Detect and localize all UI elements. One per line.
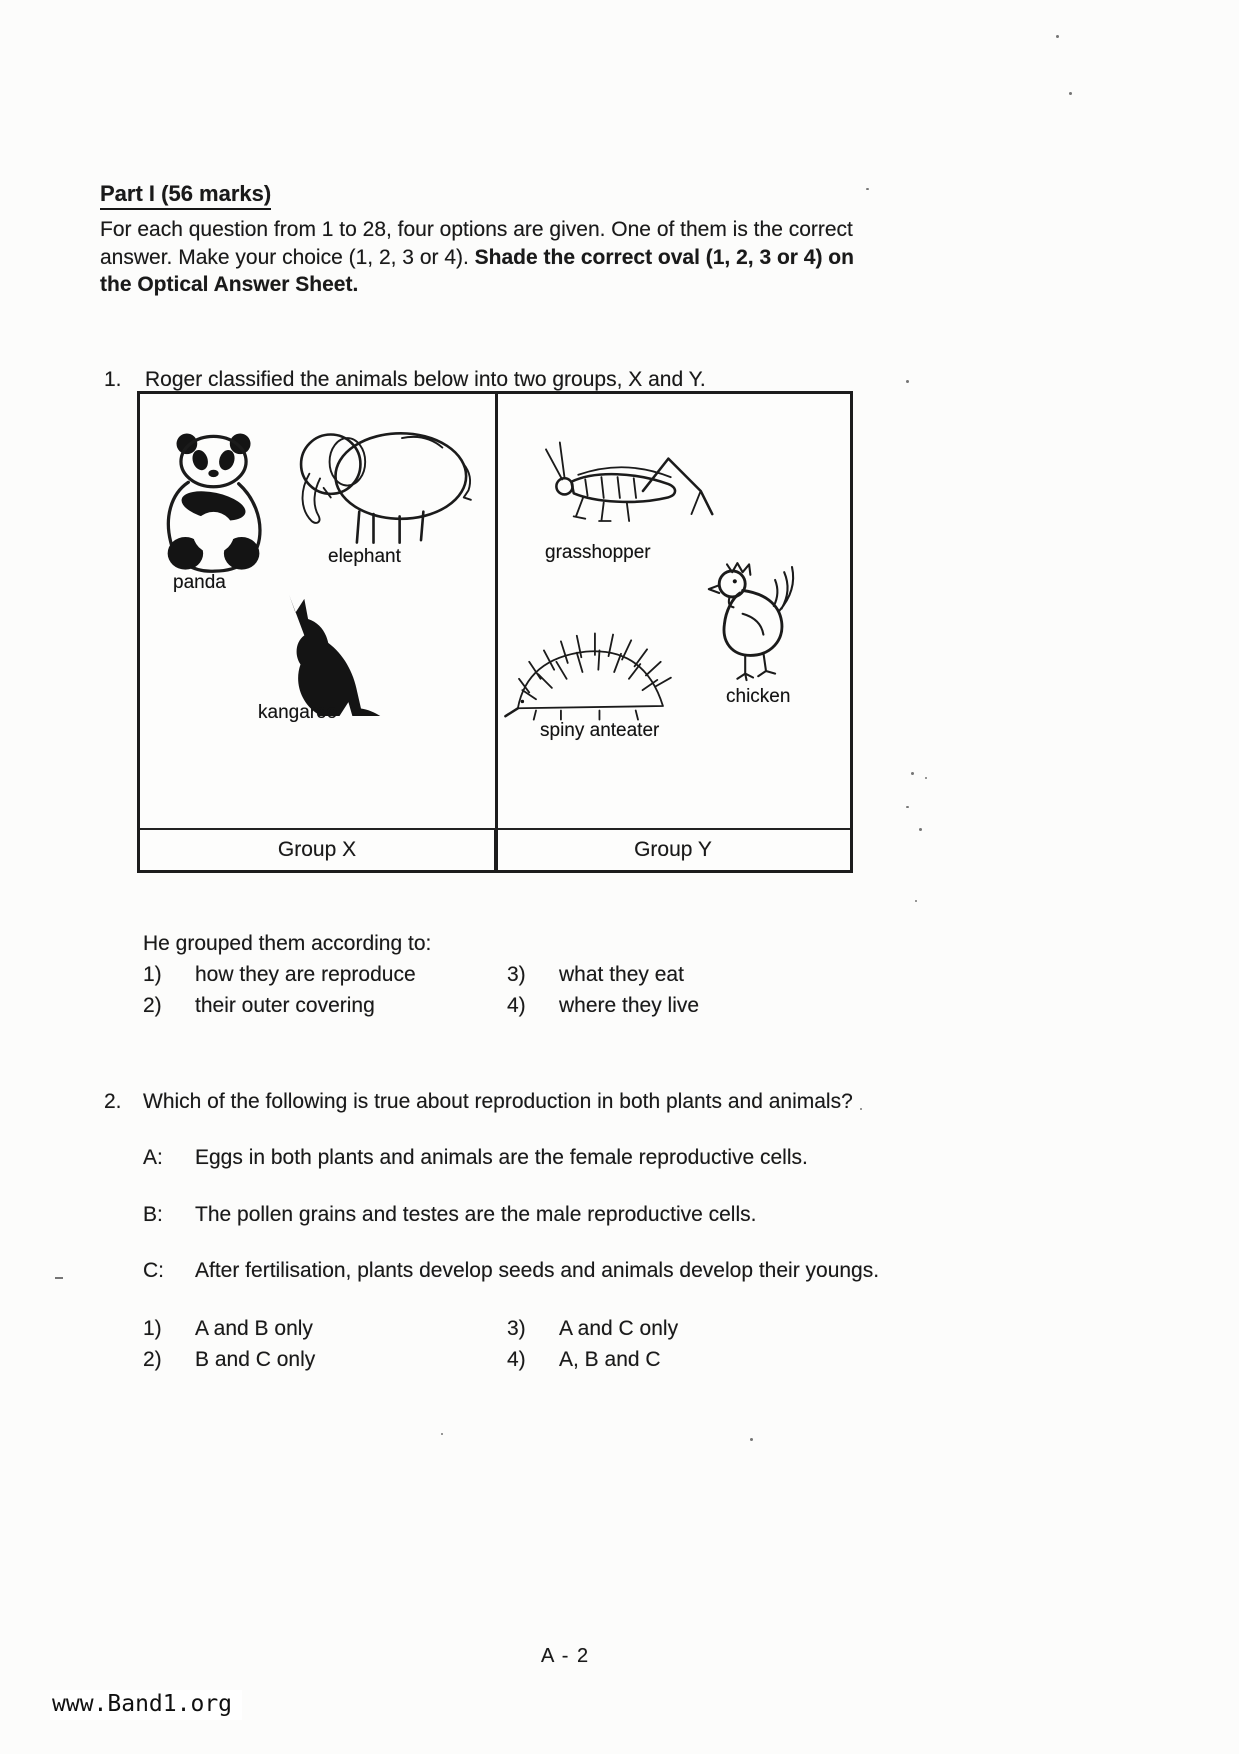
- instructions-line2-bold: Shade the correct oval (1, 2, 3 or 4) on: [474, 245, 854, 269]
- q2-option-2-label: B and C only: [195, 1348, 316, 1371]
- q2-option-3-num: 3): [507, 1317, 526, 1340]
- instructions-line2-normal: answer. Make your choice (1, 2, 3 or 4).: [100, 245, 475, 269]
- animal-classification-table: [137, 391, 853, 873]
- q1-option-2-label: their outer covering: [195, 994, 375, 1017]
- q1-option-2-num: 2): [143, 994, 162, 1017]
- scan-artifact: [906, 380, 909, 383]
- q2-option-1-label: A and B only: [195, 1317, 313, 1340]
- chicken-icon: [688, 554, 818, 684]
- question-1-number: 1.: [104, 368, 122, 391]
- q1-option-3-label: what they eat: [559, 963, 684, 986]
- panda-icon: [155, 429, 275, 577]
- question-2-number: 2.: [104, 1090, 122, 1113]
- kangaroo-label: kangaroo: [258, 702, 338, 723]
- q1-option-1-label: how they are reproduce: [195, 963, 416, 986]
- scan-artifact: [55, 1277, 63, 1279]
- question-1-prompt: He grouped them according to:: [143, 932, 432, 955]
- scan-artifact: [1056, 35, 1059, 38]
- grasshopper-label: grasshopper: [545, 542, 651, 563]
- group-x-label: Group X: [277, 838, 357, 861]
- grasshopper-icon: [532, 424, 717, 536]
- watermark: www.Band1.org: [50, 1690, 242, 1720]
- elephant-label: elephant: [328, 546, 401, 567]
- panda-label: panda: [173, 572, 226, 593]
- q1-option-3-num: 3): [507, 963, 526, 986]
- statement-c: [143, 1259, 879, 1283]
- spiny-anteater-icon: [502, 622, 672, 722]
- statement-b-text: The pollen grains and testes are the male reproductive cells.: [195, 1203, 757, 1226]
- instructions-paragraph: [100, 216, 920, 299]
- scan-artifact: [441, 1433, 443, 1435]
- spiny-anteater-label: spiny anteater: [540, 720, 660, 741]
- instructions-line1: For each question from 1 to 28, four options are given. One of them is the correct: [100, 218, 853, 241]
- page-number: A - 2: [541, 1645, 590, 1667]
- section-title: Part I (56 marks): [100, 181, 271, 210]
- scan-artifact: [860, 1108, 862, 1110]
- scan-artifact: [919, 828, 922, 831]
- question-1-options: [143, 963, 699, 1018]
- group-label-row: [140, 828, 850, 870]
- q2-option-2-num: 2): [143, 1348, 162, 1371]
- statement-a-text: Eggs in both plants and animals are the female reproductive cells.: [195, 1146, 808, 1169]
- group-y-label: Group Y: [494, 830, 850, 870]
- chicken-label: chicken: [726, 686, 791, 707]
- statement-c-text: After fertilisation, plants develop seeds and animals develop their youngs.: [195, 1259, 880, 1282]
- kangaroo-icon: [252, 590, 407, 716]
- statement-a: [143, 1146, 808, 1170]
- q2-option-4-label: A, B and C: [559, 1348, 661, 1371]
- elephant-icon: [288, 416, 478, 548]
- scan-artifact: [750, 1438, 753, 1441]
- statement-a-letter: A:: [143, 1146, 163, 1169]
- question-2-options: [143, 1317, 678, 1372]
- scan-artifact: [925, 777, 927, 779]
- statement-c-letter: C:: [143, 1259, 164, 1282]
- table-column-divider: [495, 394, 498, 870]
- q2-option-3-label: A and C only: [559, 1317, 679, 1340]
- q2-option-1-num: 1): [143, 1317, 162, 1340]
- q2-option-4-num: 4): [507, 1348, 526, 1371]
- instructions-line3-bold: the Optical Answer Sheet.: [100, 273, 359, 296]
- q1-option-1-num: 1): [143, 963, 162, 986]
- scan-artifact: [911, 772, 914, 775]
- question-1-text: Roger classified the animals below into two groups, X and Y.: [145, 368, 706, 391]
- scan-artifact: [906, 806, 909, 808]
- scan-artifact: [1069, 92, 1072, 95]
- statement-b: [143, 1203, 756, 1227]
- scan-artifact: [866, 188, 869, 190]
- scan-artifact: [915, 900, 917, 902]
- q1-option-4-num: 4): [507, 994, 526, 1017]
- question-2-text: Which of the following is true about reproduction in both plants and animals?: [143, 1090, 853, 1113]
- statement-b-letter: B:: [143, 1203, 163, 1226]
- q1-option-4-label: where they live: [559, 994, 700, 1017]
